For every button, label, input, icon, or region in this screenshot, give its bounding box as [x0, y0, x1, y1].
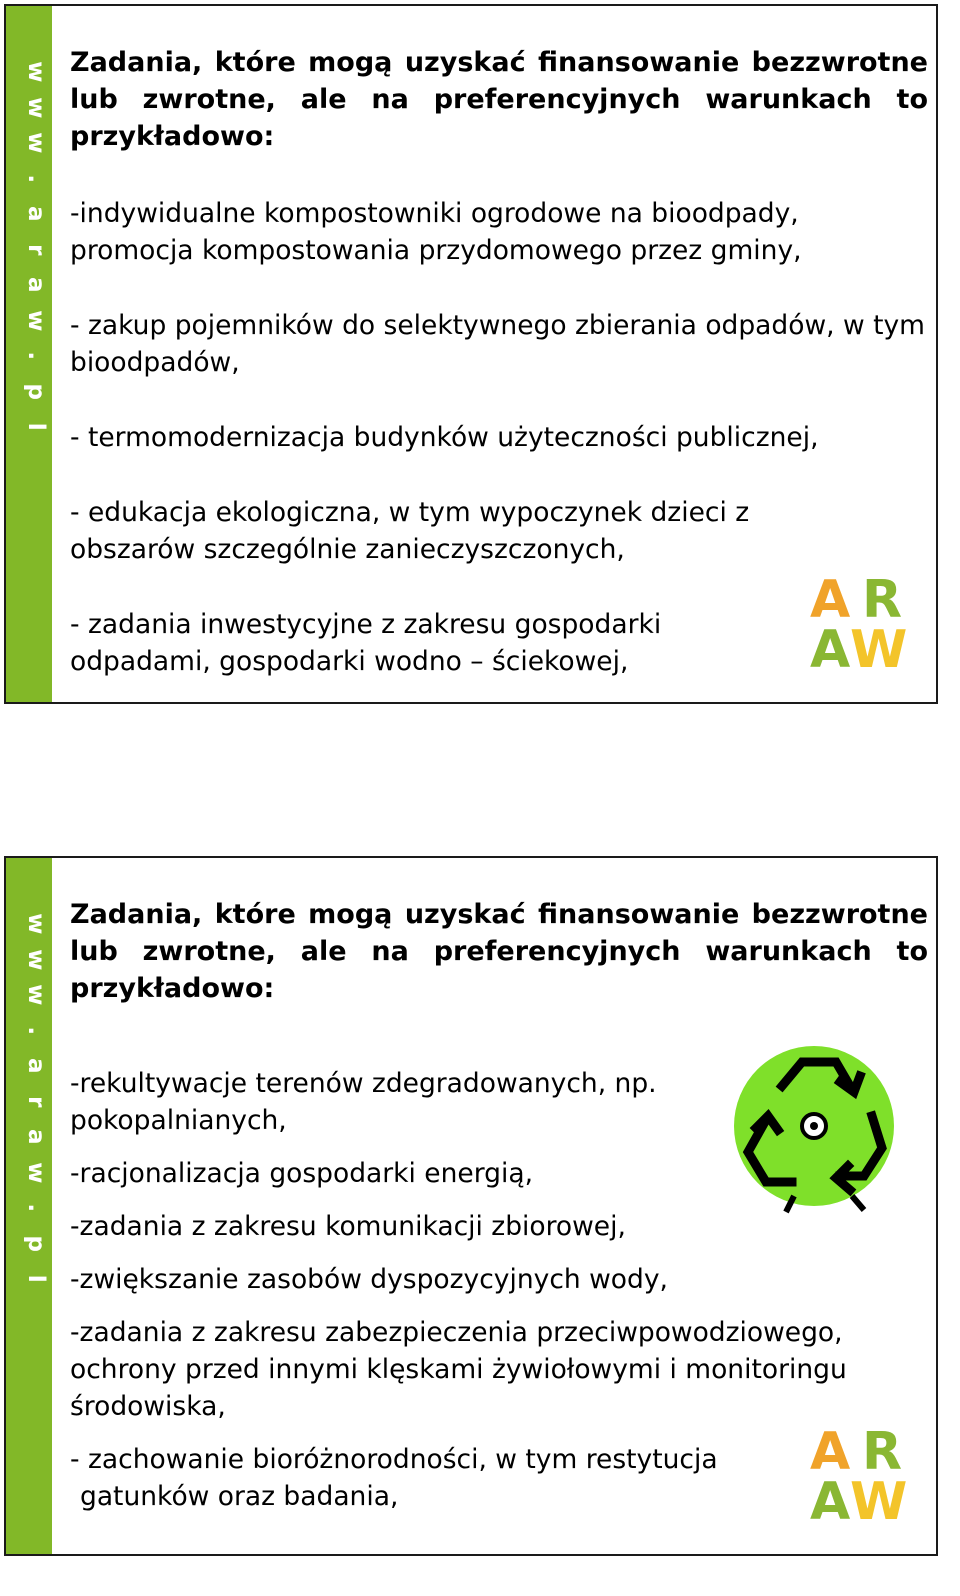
side-letter: a: [22, 276, 49, 293]
list-item-line: - zachowanie bioróżnorodności, w tym restytucja: [70, 1444, 718, 1475]
logo-letter: W: [850, 620, 908, 680]
list-item: -rekultywacje terenów zdegradowanych, np. pokopalnianych,: [70, 1068, 657, 1136]
side-letter: a: [22, 1057, 49, 1074]
logo-letter: A: [810, 1422, 851, 1482]
list-item: -racjonalizacja gospodarki energią,: [70, 1158, 533, 1189]
list-item: -zadania z zakresu zabezpieczenia przeciwpowodziowego, ochrony przed innymi klęskami żywiołowymi i monitoringu środowiska,: [70, 1317, 847, 1422]
side-letter: l: [22, 422, 49, 431]
side-letter: r: [22, 1095, 49, 1107]
side-bar: [6, 6, 52, 702]
slide-1: [4, 4, 938, 704]
side-letter: l: [22, 1274, 49, 1283]
side-letter: w: [22, 132, 49, 154]
list-item: - termomodernizacja budynków użyteczności publicznej,: [70, 422, 819, 453]
list-item: [70, 1441, 928, 1515]
slide-heading: Zadania, które mogą uzyskać finansowanie bezzwrotne lub zwrotne, ale na preferencyjnych warunkach to przykładowo:: [70, 47, 928, 152]
side-letter: .: [22, 1203, 49, 1213]
side-letter: .: [22, 351, 49, 361]
list-item: - zadania inwestycyjne z zakresu gospodarki odpadami, gospodarki wodno – ściekowej,: [70, 609, 662, 677]
araw-logo: [810, 1422, 920, 1532]
side-letter: w: [22, 96, 49, 118]
araw-logo: [810, 570, 920, 680]
side-letter: w: [22, 984, 49, 1006]
slide-heading: Zadania, które mogą uzyskać finansowanie bezzwrotne lub zwrotne, ale na preferencyjnych warunkach to przykładowo:: [70, 899, 928, 1004]
side-letter: w: [22, 309, 49, 331]
side-letter: w: [22, 1161, 49, 1183]
side-letter: a: [22, 205, 49, 222]
logo-letter: R: [862, 1422, 903, 1482]
logo-letter: A: [810, 570, 851, 630]
side-letter: p: [22, 1235, 49, 1252]
list-item: - edukacja ekologiczna, w tym wypoczynek dzieci z obszarów szczególnie zanieczyszczonych,: [70, 497, 750, 565]
side-url-text: [6, 906, 52, 1297]
recycle-icon: [732, 1046, 902, 1220]
side-letter: w: [22, 913, 49, 935]
slide-2: [4, 856, 938, 1556]
logo-letter: A: [810, 620, 851, 680]
side-letter: w: [22, 61, 49, 83]
logo-letter: W: [850, 1472, 908, 1532]
side-letter: a: [22, 1128, 49, 1145]
list-item: -indywidualne kompostowniki ogrodowe na bioodpady, promocja kompostowania przydomowego przez gminy,: [70, 198, 802, 266]
slide-content: [70, 44, 928, 704]
side-url-text: [6, 54, 52, 445]
task-list: [70, 195, 928, 680]
side-letter: r: [22, 243, 49, 255]
logo-letter: R: [862, 570, 903, 630]
list-item: - zakup pojemników do selektywnego zbierania odpadów, w tym bioodpadów,: [70, 310, 925, 378]
list-item: -zadania z zakresu komunikacji zbiorowej,: [70, 1211, 626, 1242]
side-letter: .: [22, 173, 49, 183]
side-letter: w: [22, 948, 49, 970]
side-bar: [6, 858, 52, 1554]
list-item: -zwiększanie zasobów dyspozycyjnych wody,: [70, 1264, 668, 1295]
list-item-line: gatunków oraz badania,: [80, 1481, 399, 1512]
logo-letter: A: [810, 1472, 851, 1532]
side-letter: p: [22, 383, 49, 400]
side-letter: .: [22, 1025, 49, 1035]
